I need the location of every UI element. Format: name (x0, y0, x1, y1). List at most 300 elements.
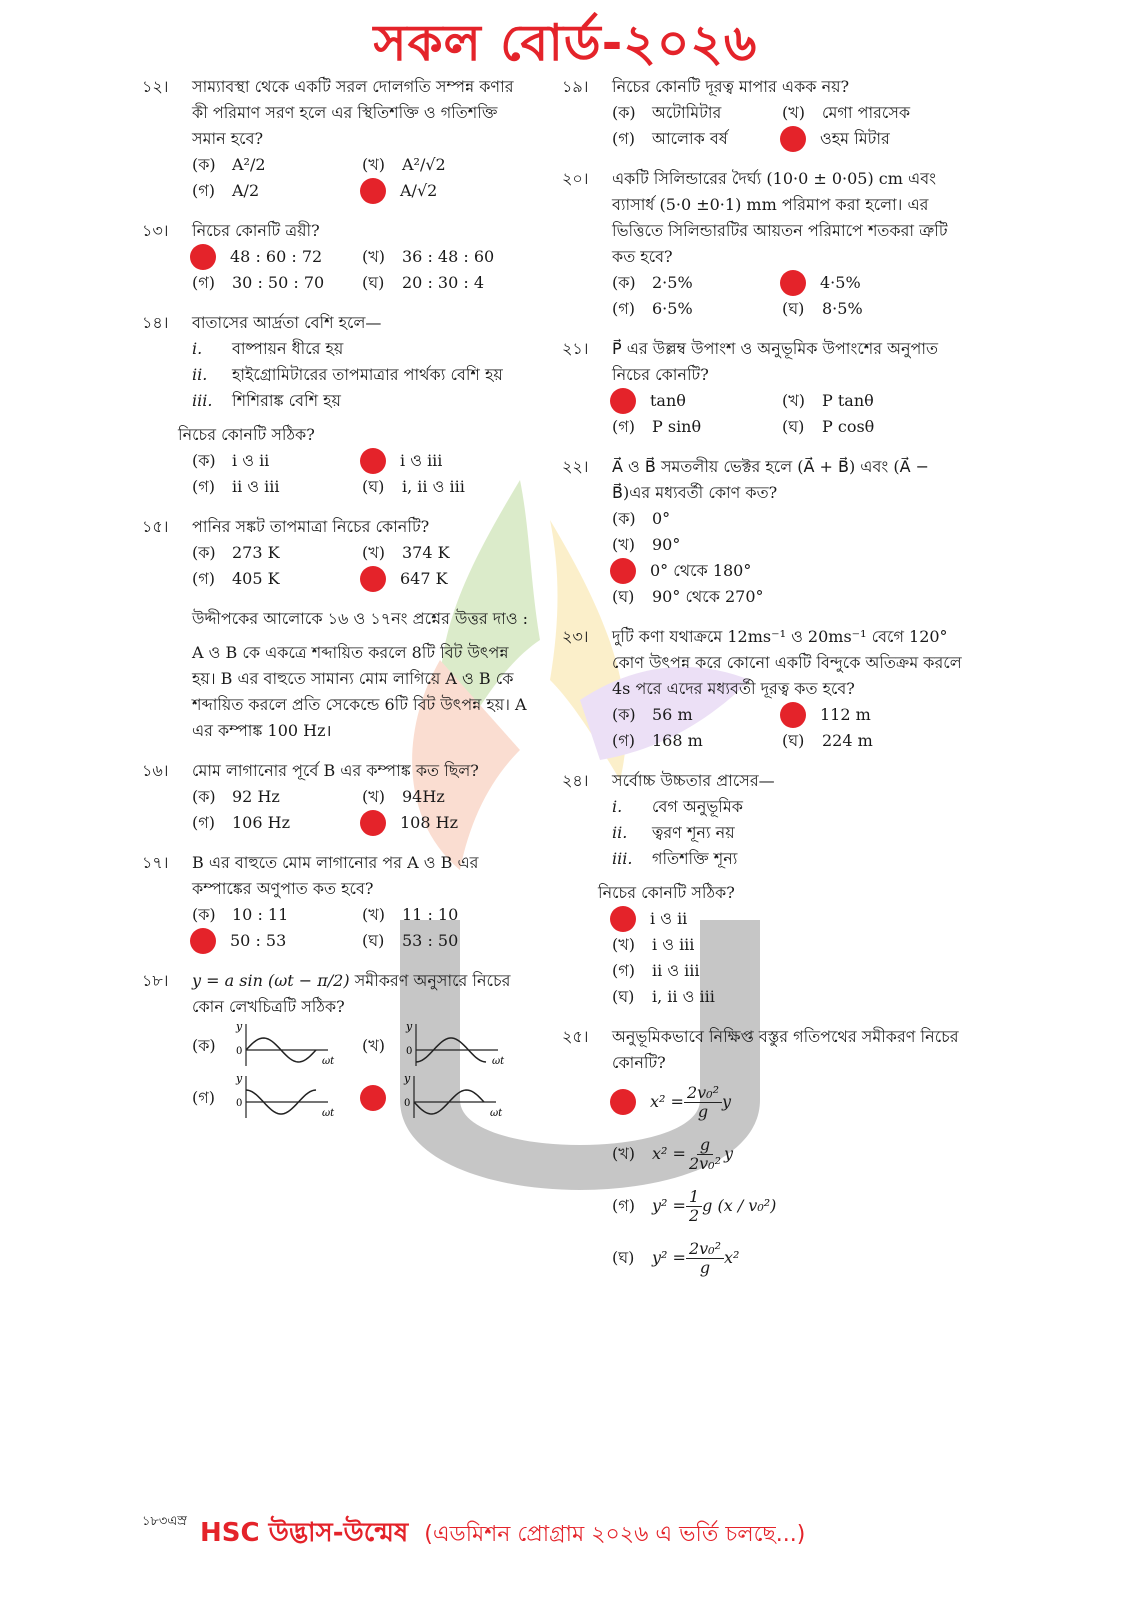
page-title: সকল বোর্ড-২০২৬ (373, 14, 758, 72)
option-text: i ও ii (232, 451, 270, 470)
origin-label: 0 (236, 1046, 243, 1057)
option-text: অটোমিটার (652, 103, 722, 122)
option (192, 270, 362, 296)
option-label: (গ) (612, 129, 635, 148)
option-label: (ক) (192, 451, 216, 470)
x-axis-label: ωt (322, 1056, 335, 1067)
option-label: (ঘ) (782, 731, 805, 750)
question-21 (562, 336, 972, 440)
y-axis-label: y (406, 1020, 413, 1033)
footer-code: ১৮৩এস্র (142, 1514, 187, 1529)
question-number: ২০। (562, 169, 589, 188)
equation-rhs: x² (724, 1248, 740, 1267)
option (782, 388, 952, 414)
option (192, 566, 362, 592)
question-12 (142, 74, 532, 204)
answer-mark-dot (610, 388, 636, 414)
option-text: 10 : 11 (232, 905, 289, 924)
option (612, 1180, 952, 1232)
question-number: ২২। (562, 457, 589, 476)
answer-mark-dot (360, 810, 386, 836)
answer-mark-dot (780, 126, 806, 152)
statement-list (612, 794, 972, 872)
question-body (192, 850, 532, 954)
question-body (612, 166, 972, 322)
option-label: (ঘ) (362, 477, 385, 496)
option-text: A/√2 (400, 181, 438, 200)
option (192, 244, 362, 270)
origin-label: 0 (406, 1046, 413, 1057)
question-14 (142, 310, 532, 500)
y-axis-label: y (404, 1072, 411, 1085)
option (612, 506, 952, 532)
option-label: (গ) (192, 273, 215, 292)
option (192, 540, 362, 566)
statement (612, 794, 972, 820)
option (612, 414, 782, 440)
option-label: (গ) (192, 1088, 215, 1107)
option-text: P cosθ (822, 417, 875, 436)
option-label: (খ) (362, 155, 385, 174)
answer-mark-dot (610, 1089, 636, 1115)
option (192, 178, 362, 204)
question-number: ২১। (562, 339, 589, 358)
question-17 (142, 850, 532, 954)
option-label: (ঘ) (612, 1248, 635, 1267)
answer-mark-dot (360, 448, 386, 474)
option-text: i ও ii (650, 909, 688, 928)
statement-numeral: ii. (192, 365, 208, 384)
question-24 (562, 768, 972, 1010)
question-number: ২৪। (562, 771, 589, 790)
option (362, 448, 532, 474)
stem-text: সমীকরণ অনুসারে নিচের কোন লেখচিত্রটি সঠিক? (192, 971, 511, 1016)
option-label: (খ) (362, 787, 385, 806)
option-label: (গ) (192, 569, 215, 588)
option-text: 0° (652, 509, 671, 528)
question-body (598, 768, 972, 1010)
option (362, 1020, 532, 1072)
question-stem: সর্বোচ্চ উচ্চতার প্রাসের— (612, 771, 775, 790)
option (192, 448, 362, 474)
option-text: A²/√2 (402, 155, 446, 174)
origin-label: 0 (404, 1098, 411, 1109)
question-number: ২৩। (562, 627, 589, 646)
option-text: ওহম মিটার (820, 129, 890, 148)
option-label: (ঘ) (782, 299, 805, 318)
option-label: (ঘ) (612, 987, 635, 1006)
option (612, 958, 952, 984)
option-label: (খ) (612, 935, 635, 954)
axes (414, 1076, 496, 1118)
option (612, 532, 952, 558)
question-body (612, 454, 972, 610)
option-label: (ক) (612, 705, 636, 724)
option-text: 168 m (652, 731, 703, 750)
option (612, 932, 952, 958)
question-stem: মোম লাগানোর পূর্বে B এর কম্পাঙ্ক কত ছিল? (192, 761, 479, 780)
statement (192, 388, 532, 414)
options (192, 784, 532, 836)
question-stem: সাম্যাবস্থা থেকে একটি সরল দোলগতি সম্পন্ন কণার কী পরিমাণ সরণ হলে এর স্থিতিশক্তি ও গতিশক্তি সমান হবে? (192, 77, 514, 148)
question-stem: নিচের কোনটি দূরত্ব মাপার একক নয়? (612, 77, 850, 96)
option-text: আলোক বর্ষ (652, 129, 728, 148)
option-label: (খ) (782, 103, 805, 122)
question-16 (142, 758, 532, 836)
option-label: (ঘ) (362, 273, 385, 292)
equation: y = a sin (ωt − π/2) (192, 971, 350, 990)
question-stem (192, 968, 532, 1020)
option-text: 92 Hz (232, 787, 280, 806)
stimulus-passage (192, 606, 532, 744)
statement-text: গতিশক্তি শূন্য (652, 849, 738, 868)
option-label: (গ) (612, 417, 635, 436)
option (362, 474, 532, 500)
option-text: 2·5% (652, 273, 693, 292)
option-text: 6·5% (652, 299, 693, 318)
option (612, 270, 782, 296)
footer-brand (200, 1512, 805, 1556)
x-axis-label: ωt (492, 1056, 505, 1067)
question-number: ১৪। (142, 313, 169, 332)
option-label: (খ) (612, 1144, 635, 1163)
statement-numeral: i. (192, 339, 203, 358)
statement-text: হাইগ্রোমিটারের তাপমাত্রার পার্থক্য বেশি হয় (232, 365, 503, 384)
question-prompt: নিচের কোনটি সঠিক? (178, 425, 315, 444)
options (192, 902, 532, 954)
option (782, 126, 952, 152)
question-body (192, 514, 532, 592)
equation-lhs: y² = (652, 1196, 686, 1215)
option-text: 90° (652, 535, 681, 554)
options (612, 506, 972, 610)
equation-lhs: x² = (652, 1144, 686, 1163)
fraction (686, 1136, 724, 1173)
question-body (192, 74, 532, 204)
question-number: ১৩। (142, 221, 169, 240)
option-text: 405 K (232, 569, 280, 588)
option (362, 784, 532, 810)
x-axis-label: ωt (322, 1108, 335, 1119)
option (782, 270, 952, 296)
y-axis-label: y (236, 1020, 243, 1033)
option (362, 566, 532, 592)
option-text: 94Hz (402, 787, 445, 806)
option (612, 388, 782, 414)
option-label: (ঘ) (782, 417, 805, 436)
option-label: (গ) (612, 731, 635, 750)
option-text: 30 : 50 : 70 (232, 273, 325, 292)
question-body (612, 336, 972, 440)
option (192, 810, 362, 836)
option-label: (গ) (612, 1196, 635, 1215)
option (362, 244, 532, 270)
question-number: ১৭। (142, 853, 169, 872)
option (192, 152, 362, 178)
option-text: 647 K (400, 569, 448, 588)
fraction (684, 1084, 722, 1121)
question-number: ১৮। (142, 971, 169, 990)
question-stem: পানির সঙ্কট তাপমাত্রা নিচের কোনটি? (192, 517, 430, 536)
question-body (192, 218, 532, 296)
option-text: 112 m (820, 705, 871, 724)
option-label: (ক) (612, 509, 636, 528)
question-stem: নিচের কোনটি ত্রয়ী? (192, 221, 320, 240)
option-text: 36 : 48 : 60 (402, 247, 495, 266)
option (782, 702, 952, 728)
option-label: (খ) (362, 543, 385, 562)
answer-mark-dot (610, 558, 636, 584)
option-label: (গ) (192, 477, 215, 496)
question-23 (562, 624, 972, 754)
axes (416, 1024, 498, 1066)
option (612, 1128, 952, 1180)
option-label: (গ) (612, 961, 635, 980)
option (362, 928, 532, 954)
option-label: (ঘ) (612, 587, 635, 606)
options (192, 448, 532, 500)
option (362, 540, 532, 566)
option-label: (ক) (192, 787, 216, 806)
sine-graph (402, 1020, 512, 1072)
option-label: (গ) (192, 181, 215, 200)
equation-rhs: y (721, 1092, 732, 1111)
option-text: 48 : 60 : 72 (230, 247, 323, 266)
sine-graph (232, 1072, 342, 1124)
question-stem: B এর বাহুতে মোম লাগানোর পর A ও B এর কম্পাঙ্কের অণুপাত কত হবে? (192, 853, 479, 898)
option (362, 902, 532, 928)
denominator: g (699, 1257, 711, 1277)
option (612, 558, 952, 584)
option (192, 1020, 362, 1072)
option-text: মেগা পারসেক (822, 103, 911, 122)
option-text: 11 : 10 (402, 905, 459, 924)
x-axis-label: ωt (490, 1108, 503, 1119)
statement-numeral: iii. (612, 849, 633, 868)
option (192, 784, 362, 810)
graph-options (192, 1020, 532, 1124)
statement-numeral: iii. (192, 391, 213, 410)
option-text: 4·5% (820, 273, 861, 292)
option-label: (খ) (362, 247, 385, 266)
denominator: 2 (688, 1205, 700, 1225)
option-text: 50 : 53 (230, 931, 287, 950)
option-text: A²/2 (232, 155, 266, 174)
option-label: (খ) (362, 905, 385, 924)
denominator: 2v₀² (688, 1153, 721, 1173)
question-prompt: নিচের কোনটি সঠিক? (598, 883, 735, 902)
option (612, 1232, 952, 1284)
option (192, 928, 362, 954)
option-text: 20 : 30 : 4 (402, 273, 485, 292)
answer-mark-dot (190, 928, 216, 954)
option (612, 100, 782, 126)
statement-text: শিশিরাঙ্ক বেশি হয় (232, 391, 341, 410)
left-column (142, 74, 532, 1138)
option-label: (খ) (362, 1036, 385, 1055)
question-stem: P⃗ এর উল্লম্ব উপাংশ ও অনুভূমিক উপাংশের অনুপাত নিচের কোনটি? (612, 339, 939, 384)
option-text: 224 m (822, 731, 873, 750)
right-column (562, 74, 972, 1298)
options (192, 540, 532, 592)
option-text: tanθ (650, 391, 686, 410)
origin-label: 0 (236, 1098, 243, 1109)
footer-admission-note: (এডমিশন প্রোগ্রাম ২০২৬ এ ভর্তি চলছে...) (424, 1522, 806, 1547)
option-label: (ক) (612, 103, 636, 122)
option-label: (খ) (782, 391, 805, 410)
question-15 (142, 514, 532, 592)
fraction (686, 1240, 724, 1277)
option (362, 178, 532, 204)
options (612, 270, 972, 322)
numerator: 2v₀² (684, 1084, 722, 1103)
options (192, 244, 532, 296)
option (362, 1072, 532, 1124)
option (612, 584, 952, 610)
sine-graph (232, 1020, 342, 1072)
option-text: 273 K (232, 543, 280, 562)
option-text: 0° থেকে 180° (650, 561, 752, 580)
answer-mark-dot (190, 244, 216, 270)
denominator: g (697, 1101, 709, 1121)
answer-mark-dot (360, 1085, 386, 1111)
option (192, 1072, 362, 1124)
option (782, 414, 952, 440)
question-stem: বাতাসের আর্দ্রতা বেশি হলে— (192, 313, 382, 332)
option-label: (খ) (612, 535, 635, 554)
question-number: ১৯। (562, 77, 589, 96)
question-number: ১৫। (142, 517, 169, 536)
equation-lhs: x² = (650, 1092, 684, 1111)
statement-text: ত্বরণ শূন্য নয় (652, 823, 735, 842)
numerator: 1 (686, 1188, 702, 1207)
statement-text: বেগ অনুভূমিক (652, 797, 743, 816)
option-label: (ঘ) (362, 931, 385, 950)
statement-numeral: ii. (612, 823, 628, 842)
option (192, 902, 362, 928)
question-19 (562, 74, 972, 152)
equation-lhs: y² = (652, 1248, 686, 1267)
answer-mark-dot (780, 270, 806, 296)
options (192, 152, 532, 204)
options (612, 702, 972, 754)
option (612, 126, 782, 152)
option-text: P tanθ (822, 391, 874, 410)
question-stem: অনুভূমিকভাবে নিক্ষিপ্ত বস্তুর গতিপথের সমীকরণ নিচের কোনটি? (612, 1027, 959, 1072)
option (362, 810, 532, 836)
statement (192, 336, 532, 362)
question-body (612, 74, 972, 152)
question-stem: একটি সিলিন্ডারের দৈর্ঘ্য (10·0 ± 0·05) cm এবং ব্যাসার্ধ (5·0 ±0·1) mm পরিমাপ করা হলো। এর ভিত্তিতে সিলিন্ডারটির আয়তন পরিমাপে শতকরা ত্রুটি কত হবে? (612, 169, 948, 266)
option (362, 152, 532, 178)
option-text: i ও iii (400, 451, 443, 470)
numerator: g (697, 1136, 713, 1155)
question-20 (562, 166, 972, 322)
options (612, 100, 972, 152)
answer-mark-dot (780, 702, 806, 728)
option (612, 906, 952, 932)
option (612, 984, 952, 1010)
option-text: 374 K (402, 543, 450, 562)
question-body (612, 624, 972, 754)
question-number: ১২। (142, 77, 169, 96)
option-text: A/2 (232, 181, 260, 200)
option-label: (গ) (612, 299, 635, 318)
option-text: 106 Hz (232, 813, 291, 832)
option-text: 90° থেকে 270° (652, 587, 764, 606)
option-text: i, ii ও iii (402, 477, 465, 496)
option (612, 728, 782, 754)
passage-heading: উদ্দীপকের আলোকে ১৬ ও ১৭নং প্রশ্নের উত্তর দাও : (192, 609, 529, 628)
option-text: 8·5% (822, 299, 863, 318)
option (612, 296, 782, 322)
answer-mark-dot (360, 566, 386, 592)
option-text: 108 Hz (400, 813, 459, 832)
option (782, 728, 952, 754)
option-text: P sinθ (652, 417, 702, 436)
option (612, 1076, 952, 1128)
option-label: (গ) (192, 813, 215, 832)
passage-body: A ও B কে একত্রে শব্দায়িত করলে 8টি বিট উৎপন্ন হয়। B এর বাহুতে সামান্য মোম লাগিয়ে A ও B কে শব্দায়িত করলে প্রতি সেকেন্ডে 6টি বিট উৎপন্ন হয়। A এর কম্পাঙ্ক 100 Hz। (192, 643, 527, 740)
question-22 (562, 454, 972, 610)
question-13 (142, 218, 532, 296)
footer-brand-name: HSC উদ্ভাস-উন্মেষ (200, 1518, 409, 1548)
option-text: ii ও iii (232, 477, 280, 496)
option-text: ii ও iii (652, 961, 700, 980)
option-text: 53 : 50 (402, 931, 459, 950)
numerator: 2v₀² (686, 1240, 724, 1259)
options (612, 1076, 972, 1284)
option-label: (ক) (192, 905, 216, 924)
question-number: ১৬। (142, 761, 169, 780)
question-body (178, 310, 532, 500)
option (612, 702, 782, 728)
axes (246, 1024, 328, 1066)
y-axis-label: y (236, 1072, 243, 1085)
option (782, 100, 952, 126)
equation-rhs: g (x / v₀²) (702, 1196, 777, 1215)
option-text: 56 m (652, 705, 693, 724)
statement-numeral: i. (612, 797, 623, 816)
question-18 (142, 968, 532, 1124)
statement-text: বাষ্পায়ন ধীরে হয় (232, 339, 344, 358)
option (192, 474, 362, 500)
option-label: (ক) (192, 1036, 216, 1055)
fraction (686, 1188, 702, 1225)
sine-graph (400, 1072, 510, 1124)
question-stem: দুটি কণা যথাক্রমে 12ms⁻¹ ও 20ms⁻¹ বেগে 120° কোণ উৎপন্ন করে কোনো একটি বিন্দুকে অতিক্রম করলে 4s পরে এদের মধ্যবর্তী দূরত্ব কত হবে? (612, 627, 962, 698)
options (612, 906, 972, 1010)
option (362, 270, 532, 296)
options (612, 388, 972, 440)
option-text: i ও iii (652, 935, 695, 954)
question-number: ২৫। (562, 1027, 589, 1046)
option-label: (ক) (612, 273, 636, 292)
answer-mark-dot (360, 178, 386, 204)
statement-list (192, 336, 532, 414)
statement (612, 846, 972, 872)
option-label: (ক) (192, 155, 216, 174)
statement (192, 362, 532, 388)
option-label: (ক) (192, 543, 216, 562)
question-25 (562, 1024, 972, 1284)
option-text: i, ii ও iii (652, 987, 715, 1006)
answer-mark-dot (610, 906, 636, 932)
equation-rhs: y (723, 1144, 734, 1163)
question-body (192, 758, 532, 836)
option (782, 296, 952, 322)
question-stem: A⃗ ও B⃗ সমতলীয় ভেক্টর হলে (A⃗ + B⃗) এবং (A⃗ − B⃗)এর মধ্যবর্তী কোণ কত? (612, 457, 930, 502)
